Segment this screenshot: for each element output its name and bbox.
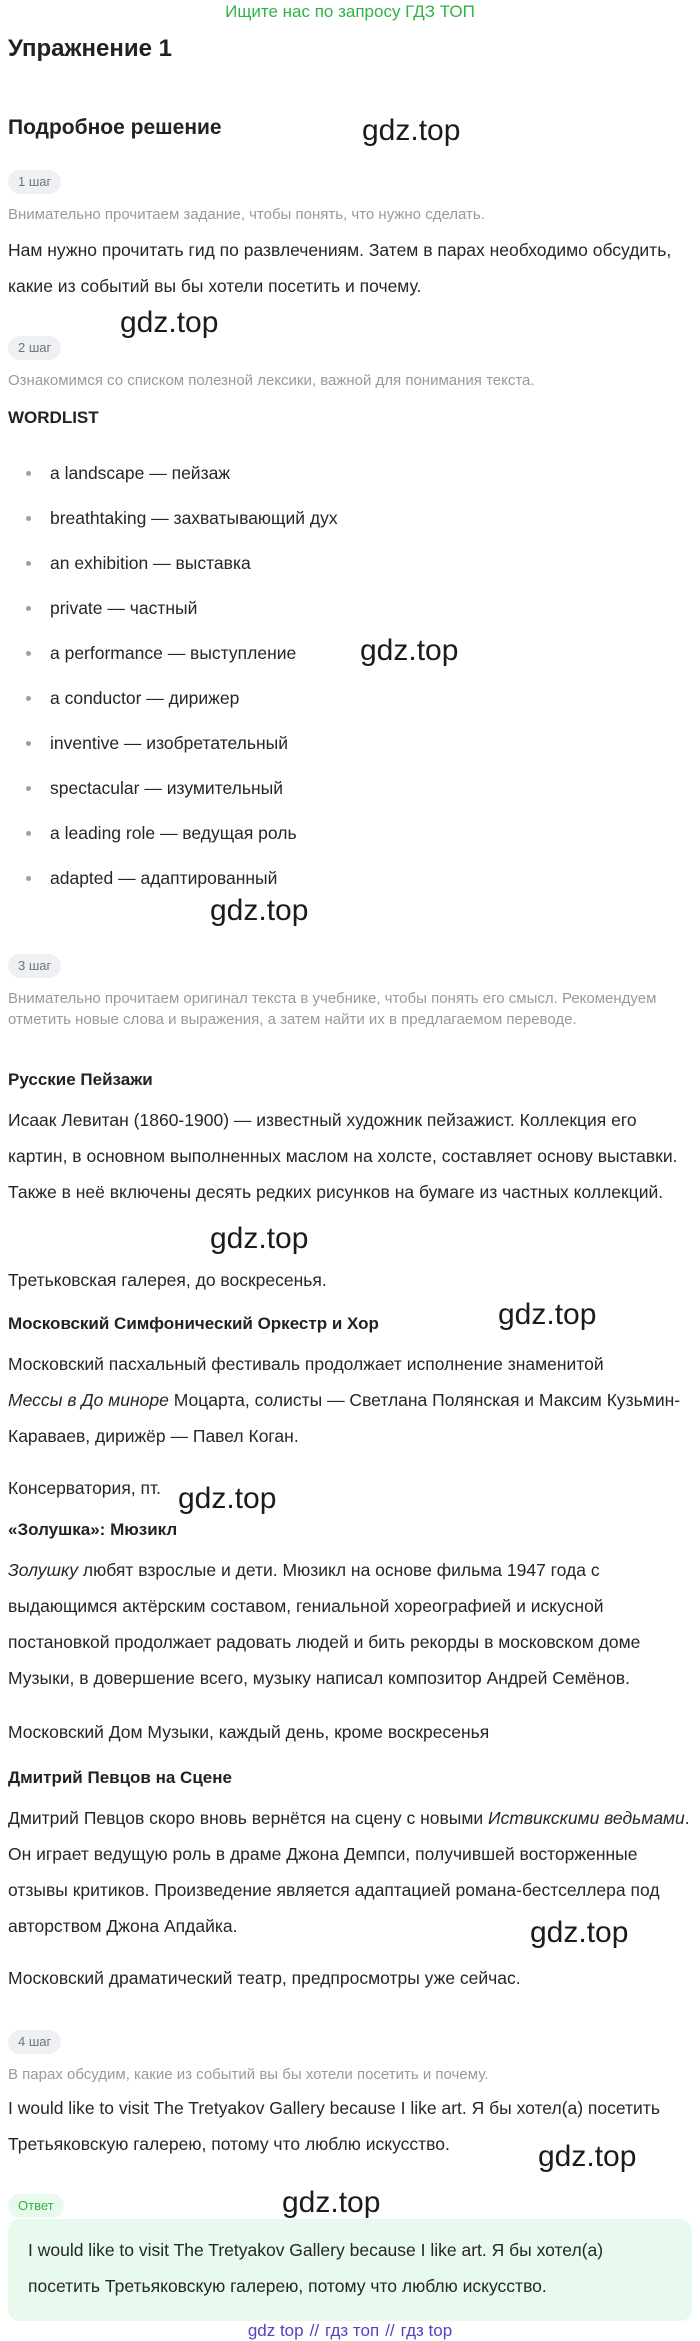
section-text-italic: Мессы в До миноре bbox=[8, 1390, 169, 1410]
watermark: gdz.top bbox=[530, 1916, 629, 1949]
wordlist-title: WORDLIST bbox=[8, 408, 99, 427]
page-title: Упражнение 1 bbox=[8, 35, 172, 62]
list-item bbox=[28, 460, 230, 486]
footer-separator: // bbox=[309, 2321, 320, 2340]
section-text-part: Московский пасхальный фестиваль продолжает исполнение знаменитой bbox=[8, 1354, 604, 1374]
list-item bbox=[28, 550, 251, 576]
list-item bbox=[28, 640, 296, 666]
list-item bbox=[28, 505, 338, 531]
section-text-part: Моцарта, солисты — Светлана Полянская и Максим Кузьмин-Караваев, дирижёр — Павел Коган. bbox=[8, 1390, 681, 1446]
step-hint: Внимательно прочитаем оригинал текста в учебнике, чтобы понять его смысл. Рекомендуем отметить новые слова и выражения, а затем найти их в предлагаемом переводе. bbox=[8, 990, 657, 1028]
section-place: Московский драматический театр, предпросмотры уже сейчас. bbox=[8, 1968, 521, 1988]
list-item-text: breathtaking — захватывающий дух bbox=[50, 508, 338, 528]
section-title: Русские Пейзажи bbox=[8, 1070, 153, 1089]
footer-separator: // bbox=[385, 2321, 395, 2340]
section-text: Исаак Левитан (1860-1900) — известный художник пейзажист. Коллекция его картин, в основном выполненных маслом на холсте, составляет основу выставки. Также в неё включены десять редких рисунков на бумаге из частных коллекций. bbox=[8, 1110, 678, 1202]
list-item bbox=[28, 595, 197, 621]
footer-link[interactable]: гдз top bbox=[400, 2321, 453, 2340]
list-item-text: inventive — изобретательный bbox=[50, 733, 289, 753]
footer-link[interactable]: гдз топ bbox=[325, 2321, 380, 2340]
watermark: gdz.top bbox=[120, 306, 219, 339]
step-hint: Внимательно прочитаем задание, чтобы понять, что нужно сделать. bbox=[8, 206, 485, 223]
step-badge: 4 шаг bbox=[8, 2030, 61, 2054]
watermark: gdz.top bbox=[210, 1222, 309, 1255]
section-title: Московский Симфонический Оркестр и Хор bbox=[8, 1314, 379, 1333]
section-place: Консерватория, пт. bbox=[8, 1478, 161, 1498]
list-item bbox=[28, 820, 297, 846]
section-text-part: любят взрослые и дети. Мюзикл на основе фильма 1947 года с выдающимся актёрским составом, гениальной хореографией и искусной постановкой продолжает радовать людей и бить рекорды в московском доме Музыки, в довершение всего, музыку написал композитор Андрей Семёнов. bbox=[8, 1560, 641, 1688]
section-text bbox=[8, 1552, 692, 1696]
list-item bbox=[28, 775, 283, 801]
list-item-text: a performance — выступление bbox=[50, 643, 297, 663]
section-title: Дмитрий Певцов на Сцене bbox=[8, 1768, 232, 1787]
section-text-part: Дмитрий Певцов скоро вновь вернётся на сцену с новыми bbox=[8, 1808, 489, 1828]
watermark: gdz.top bbox=[538, 2140, 637, 2173]
solution-title: Подробное решение bbox=[8, 116, 222, 139]
list-item-text: a leading role — ведущая роль bbox=[50, 823, 297, 843]
section-text bbox=[8, 1346, 692, 1454]
list-item bbox=[28, 685, 239, 711]
step-text: Нам нужно прочитать гид по развлечениям. Затем в парах необходимо обсудить, какие из событий вы бы хотели посетить и почему. bbox=[8, 240, 672, 296]
list-item-text: spectacular — изумительный bbox=[50, 778, 283, 798]
section-place: Московский Дом Музыки, каждый день, кроме воскресенья bbox=[8, 1722, 490, 1742]
step-badge: 2 шаг bbox=[8, 336, 61, 360]
step-hint: Ознакомимся со списком полезной лексики, важной для понимания текста. bbox=[8, 372, 535, 389]
section-text-italic: Иствикскими ведьмами bbox=[488, 1808, 685, 1828]
section-place: Третьковская галерея, до воскресенья. bbox=[8, 1270, 327, 1290]
list-item-text: an exhibition — выставка bbox=[50, 553, 251, 573]
footer-links bbox=[0, 2321, 700, 2341]
footer-link[interactable]: gdz top bbox=[247, 2321, 304, 2340]
list-item-text: adapted — адаптированный bbox=[50, 868, 278, 888]
list-item bbox=[28, 730, 288, 756]
answer-badge: Ответ bbox=[8, 2194, 64, 2218]
step-badge: 3 шаг bbox=[8, 954, 61, 978]
watermark: gdz.top bbox=[282, 2186, 381, 2219]
list-item-text: private — частный bbox=[50, 598, 198, 618]
list-item bbox=[28, 865, 277, 891]
watermark: gdz.top bbox=[360, 634, 459, 667]
watermark: gdz.top bbox=[498, 1298, 597, 1331]
watermark: gdz.top bbox=[178, 1482, 277, 1515]
answer-text: I would like to visit The Tretyakov Gallery because I like art. Я бы хотел(а) посетить Третьяковскую галерею, потому что люблю искусство. bbox=[28, 2240, 604, 2296]
section-text bbox=[8, 1800, 692, 1944]
step-badge: 1 шаг bbox=[8, 170, 61, 194]
section-title: «Золушка»: Мюзикл bbox=[8, 1520, 178, 1539]
list-item-text: a landscape — пейзаж bbox=[50, 463, 231, 483]
step-hint: В парах обсудим, какие из событий вы бы хотели посетить и почему. bbox=[8, 2066, 489, 2083]
section-text-part: . Он играет ведущую роль в драме Джона Демпси, получившей восторженные отзывы критиков. Произведение является адаптацией романа-бестселлера под авторством Джона Апдайка. bbox=[8, 1808, 690, 1936]
watermark: gdz.top bbox=[362, 114, 461, 147]
step-text: I would like to visit The Tretyakov Gallery because I like art. Я бы хотел(а) посетить Третьяковскую галерею, потому что люблю искусство. bbox=[8, 2098, 660, 2154]
list-item-text: a conductor — дирижер bbox=[50, 688, 240, 708]
top-banner: Ищите нас по запросу ГДЗ ТОП bbox=[225, 2, 475, 21]
section-text-italic: Золушку bbox=[8, 1560, 79, 1580]
watermark: gdz.top bbox=[210, 894, 309, 927]
